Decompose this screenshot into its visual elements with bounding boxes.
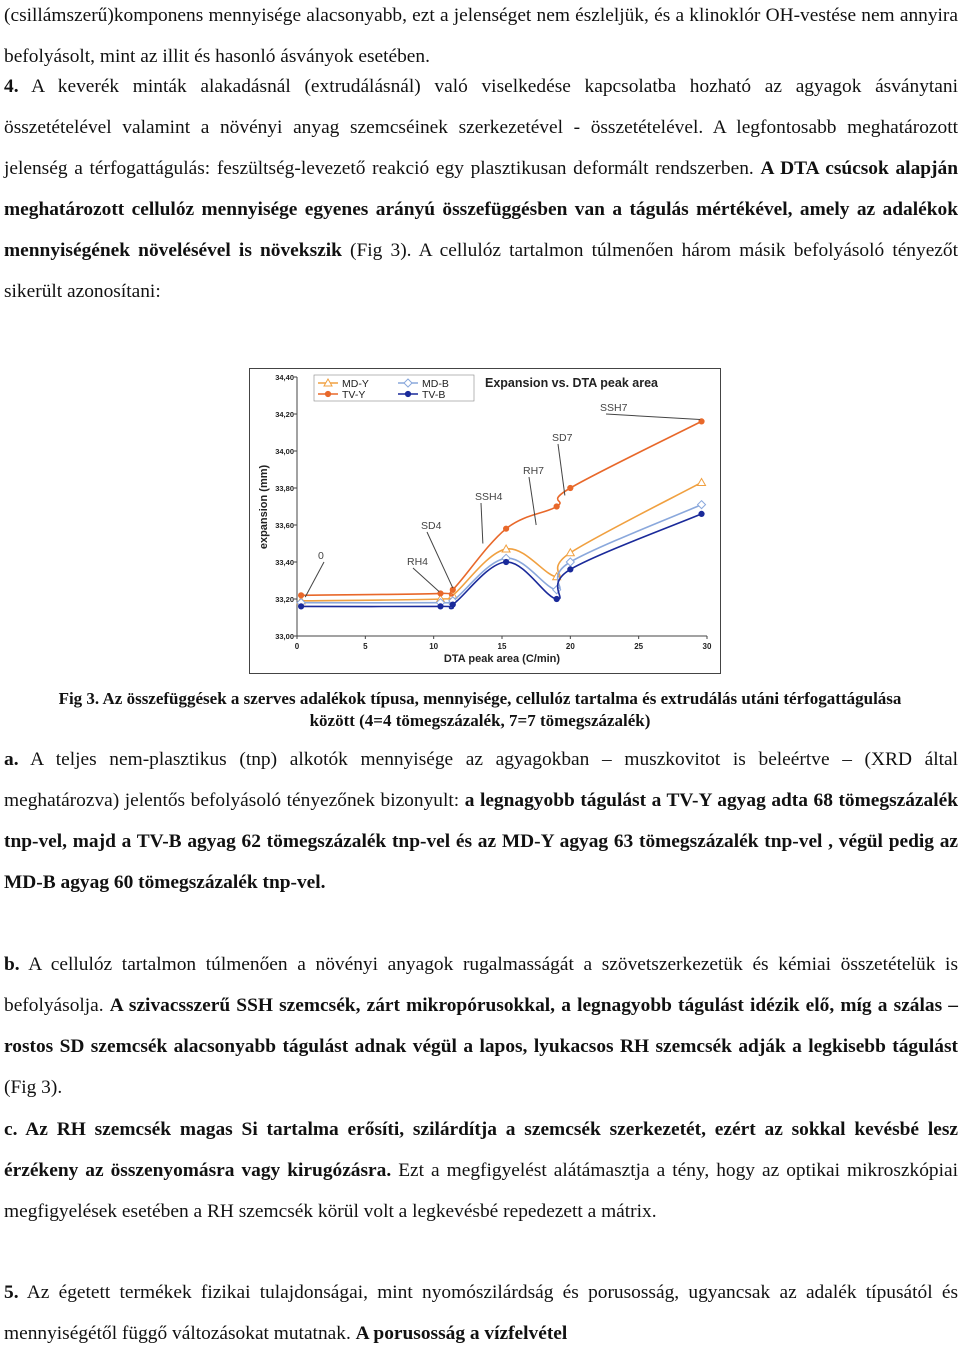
data-point-circle	[325, 391, 330, 396]
y-tick-label: 34,20	[275, 410, 294, 419]
paragraph-b	[4, 944, 958, 1108]
para2-text-1: A keverék minták alakadásnál (extrudálásnál) való viselkedése kapcsolatba hozható az agyagok ásványtani összetételével valamint a növényi anyag szemcséinek szerkezetével - összetételével. A legfontosabb meghatározott jelenség a térfogattágulás: feszültség-levezető reakció egy plasztikusan deformált rendszerben.	[4, 76, 958, 179]
data-point-circle	[554, 596, 559, 601]
annotation-label: SD7	[552, 432, 573, 444]
x-tick-label: 25	[634, 642, 644, 651]
annotation-ssh7	[600, 402, 700, 420]
paragraph-c	[4, 1109, 958, 1232]
annotation-label: RH7	[523, 465, 545, 477]
para2-bold: A DTA csúcsok alapján meghatározott cellulóz mennyisége egyenes arányú összefüggésben van a tágulás mértékével, amely az adalékok mennyiségének növelésével is növekszik	[4, 158, 958, 261]
annotation-leader	[427, 532, 453, 588]
para3-bold: a legnagyobb tágulást a TV-Y agyag adta 68 tömegszázalék tnp-vel, majd a TV-B agyag 62 tömegszázalék tnp-vel és az MD-Y agyag 63 tömegszázalék tnp-vel , végül pedig az MD-B agyag 60 tömegszázalék tnp-vel.	[4, 790, 958, 893]
series-line	[301, 505, 701, 605]
annotation-leader	[481, 503, 483, 544]
para2-text-2: (Fig 3). A cellulóz tartalmon túlmenően három másik befolyásoló tényezőt sikerült azonosítani:	[4, 240, 958, 302]
data-point-circle	[568, 567, 573, 572]
annotation-leader	[305, 562, 324, 597]
annotation-leader	[529, 477, 536, 525]
data-point-diamond	[698, 501, 706, 509]
para5-text: Ezt a megfigyelést alátámasztja a tény, hogy az optikai mikroszkópiai megfigyelések esetében a RH szemcsék körül volt a legkevésbé repedezett a mátrix.	[4, 1160, 958, 1222]
y-tick-label: 33,40	[275, 558, 294, 567]
para6-bold: A porusosság a vízfelvétel	[355, 1323, 568, 1344]
data-point-circle	[450, 602, 455, 607]
y-tick-label: 33,80	[275, 484, 294, 493]
chart-legend	[314, 375, 474, 401]
data-point-triangle	[566, 549, 574, 556]
figure-3-chart	[249, 368, 721, 674]
caption-label: Fig 3.	[58, 689, 100, 708]
data-point-circle	[699, 511, 704, 516]
series-line	[301, 421, 701, 595]
x-tick-label: 15	[497, 642, 507, 651]
x-tick-label: 20	[565, 642, 575, 651]
y-tick-label: 34,00	[275, 447, 294, 456]
annotation-rh7	[523, 465, 544, 525]
annotation-label: 0	[318, 550, 324, 562]
annotation-leader	[558, 444, 565, 495]
paragraph-a	[4, 739, 958, 903]
annotation-0	[305, 550, 324, 597]
chart-axes	[258, 373, 712, 665]
para4-number: b.	[4, 954, 20, 975]
data-point-circle	[504, 526, 509, 531]
annotation-leader	[606, 414, 700, 420]
x-tick-label: 10	[429, 642, 439, 651]
para5-number: c.	[4, 1119, 18, 1140]
chart-marks	[297, 419, 705, 609]
para3-text: A teljes nem-plasztikus (tnp) alkotók mennyisége az agyagokban – muszkovitot is beleértve – (XRD által meghatározva) jelentős befolyásoló tényezőnek bizonyult:	[4, 749, 958, 811]
series-md-b	[297, 501, 705, 607]
y-axis-title: expansion (mm)	[258, 464, 270, 550]
para1-text: (csillámszerű)komponens mennyisége alacsonyabb, ezt a jelenséget nem észleljük, és a klinoklór OH-vestése nem annyira befolyásolt, mint az illit és hasonló ásványok esetében.	[4, 5, 958, 67]
legend-box	[314, 375, 474, 401]
series-tv-y	[299, 419, 705, 598]
para4-bold: A szivacsszerű SSH szemcsék, zárt mikropórusokkal, a legnagyobb tágulást idézik elő, míg a szálas – rostos SD szemcsék alacsonyabb tágulást adnak végül a lapos, lyukacsos RH szemcsék adják a legkisebb tágulást	[4, 995, 959, 1057]
annotation-rh4	[407, 556, 439, 592]
annotation-label: SSH4	[475, 491, 503, 503]
data-point-triangle	[698, 478, 706, 485]
para6-text: Az égetett termékek fizikai tulajdonságai, mint nyomószilárdság és porusosság, ugyancsak az adalék típusától és mennyiségétől függő változásokat mutatnak.	[4, 1282, 958, 1344]
chart-labels	[305, 402, 700, 597]
caption-text: Az összefüggések a szerves adalékok típusa, mennyisége, cellulóz tartalma és extrudálás utáni térfogattágulása között (4=4 tömegszázalék, 7=7 tömegszázalék)	[99, 689, 902, 730]
x-axis-title: DTA peak area (C/min)	[443, 653, 561, 665]
annotation-label: SD4	[421, 520, 442, 532]
data-point-circle	[405, 391, 410, 396]
legend-label: TV-B	[422, 389, 446, 401]
data-point-circle	[504, 559, 509, 564]
data-point-diamond	[566, 558, 574, 566]
y-tick-label: 34,40	[275, 373, 294, 382]
para4-text-1: A cellulóz tartalmon túlmenően a növényi anyagok rugalmasságát a szövetszerkezetük és kémiai összetételük is befolyásolja.	[4, 954, 958, 1016]
data-point-circle	[299, 604, 304, 609]
x-tick-label: 30	[702, 642, 712, 651]
para5-bold: Az RH szemcsék magas Si tartalma erősíti, szilárdítja a szemcsék szerkezetét, ezért az sokkal kevésbé lesz érzékeny az összenyomásra vagy kirugózásra.	[4, 1119, 958, 1181]
para4-text-2: (Fig 3).	[4, 1077, 63, 1098]
data-point-circle	[438, 604, 443, 609]
legend-label: MD-Y	[342, 378, 369, 390]
para6-number: 5.	[4, 1282, 19, 1303]
para3-number: a.	[4, 749, 19, 770]
y-tick-label: 33,00	[275, 632, 294, 641]
annotation-label: RH4	[407, 556, 429, 568]
annotation-sd4	[421, 520, 453, 588]
y-tick-label: 33,60	[275, 521, 294, 530]
annotation-label: SSH7	[600, 402, 628, 414]
data-point-circle	[554, 504, 559, 509]
annotation-leader	[413, 568, 439, 592]
legend-label: MD-B	[422, 378, 449, 390]
figure-caption	[40, 688, 920, 732]
data-point-circle	[450, 587, 455, 592]
data-point-circle	[568, 485, 573, 490]
y-tick-label: 33,20	[275, 595, 294, 604]
paragraph-5	[4, 1272, 958, 1354]
chart-svg	[250, 369, 720, 673]
data-point-circle	[299, 593, 304, 598]
chart-title: Expansion vs. DTA peak area	[485, 376, 658, 390]
paragraph-4	[4, 66, 958, 312]
para2-number: 4.	[4, 76, 19, 97]
x-tick-label: 0	[294, 642, 300, 651]
legend-label: TV-Y	[342, 389, 366, 401]
x-tick-label: 5	[363, 642, 368, 651]
